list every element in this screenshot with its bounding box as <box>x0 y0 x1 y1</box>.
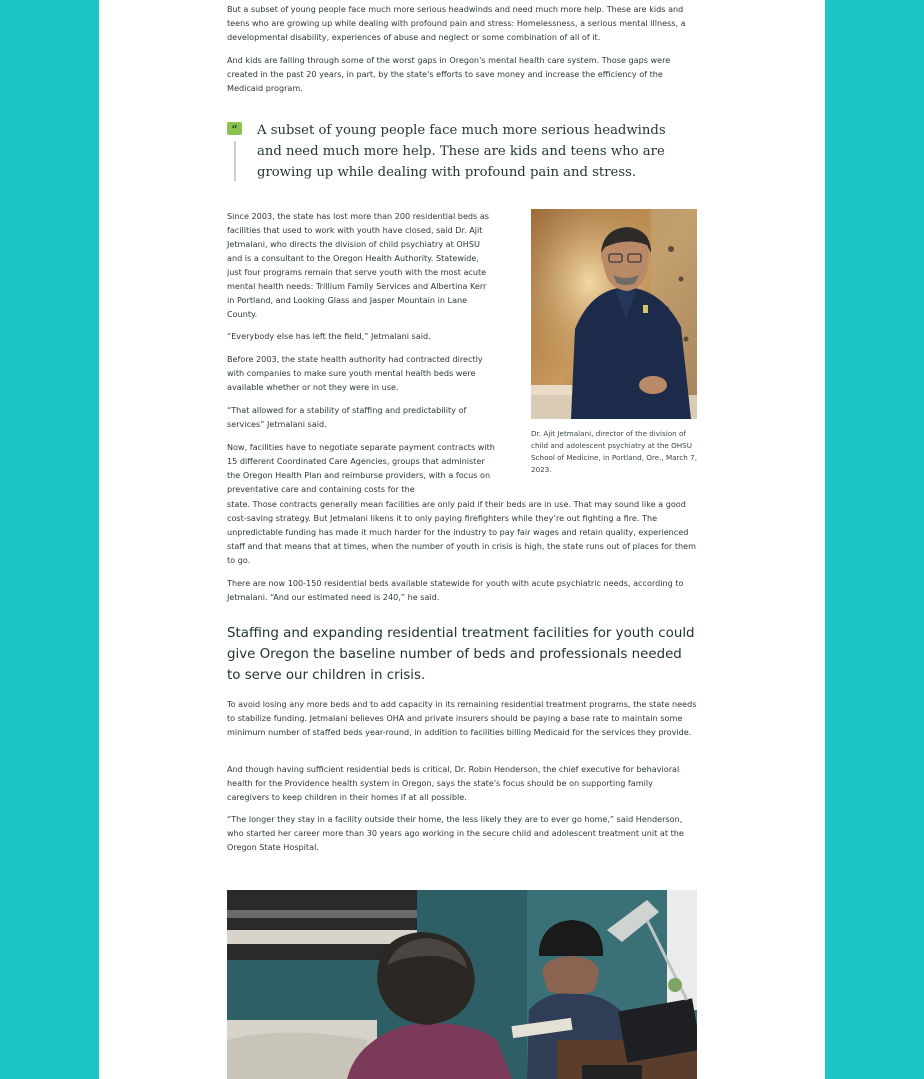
youth-room-photo <box>227 890 697 1079</box>
facilities-paragraph-start: Now, facilities have to negotiate separate payment contracts with 15 different Coordinated Care Agencies, groups that administer the Oregon Health Plan and reimburse providers, with a focus on preventative care and containing costs for the <box>227 442 495 494</box>
beds-available-paragraph: There are now 100-150 residential beds available statewide for youth with acute psychiatric needs, according to Jetmalani. “And our estimated need is 240,” he said. <box>227 578 684 602</box>
left-field-quote: “Everybody else has left the field,” Jetmalani said. <box>227 331 431 341</box>
quote-rule <box>234 141 236 181</box>
contracted-paragraph: Before 2003, the state health authority had contracted directly with companies to make sure youth mental health beds were available whether or not they were in use. <box>227 354 483 392</box>
jetmalani-photo <box>531 209 697 419</box>
stability-quote: “That allowed for a stability of staffing and predictability of services” Jetmalani said. <box>227 405 467 429</box>
intro-paragraph: But a subset of young people face much more serious headwinds and need much more help. These are kids and teens who are growing up while dealing with profound pain and stress: Homelessness, a serious mental illness, a developmental disability, experiences of abuse and neglect or some combination of all of it. <box>227 4 686 42</box>
youth-room-illustration <box>227 890 697 1079</box>
section-subheading: Staffing and expanding residential treatment facilities for youth could give Oregon the baseline number of beds and professionals needed to serve our children in crisis. <box>227 626 695 683</box>
gaps-paragraph: And kids are falling through some of the worst gaps in Oregon's mental health care system. Those gaps were created in the past 20 years, in part, by the state's efforts to save money and increase the efficiency of the Medicaid program. <box>227 55 671 93</box>
quote-icon: “ <box>227 122 242 135</box>
article-page <box>99 0 825 1079</box>
pull-quote-text: A subset of young people face much more serious headwinds and need much more help. These are kids and teens who are growing up while dealing with profound pain and stress. <box>257 123 666 180</box>
funding-paragraph: To avoid losing any more beds and to add capacity in its remaining residential treatment programs, the state needs to stabilize funding. Jetmalani believes OHA and private insurers should be paying a base rate to maintain some minimum number of staffed beds year-round, in addition to facilities billing Medicaid for the services they provide. <box>227 699 697 737</box>
photo-caption: Dr. Ajit Jetmalani, director of the division of child and adolescent psychiatry at the OHSU School of Medicine, in Portland, Ore., March 7, 2023. <box>531 429 697 474</box>
henderson-paragraph: And though having sufficient residential beds is critical, Dr. Robin Henderson, the chief executive for behavioral health for the Providence health system in Oregon, says the state's focus should be on supporting family caregivers to keep children in their homes if at all possible. <box>227 764 680 802</box>
portrait-illustration <box>531 209 697 419</box>
pull-quote <box>227 120 697 184</box>
facilities-paragraph-end: state. Those contracts generally mean facilities are only paid if their beds are in use. That may sound like a good cost-saving strategy. But Jetmalani likens it to only paying firefighters while they’re out fighting a fire. The unpredictable funding has made it much harder for the industry to pay fair wages and retain quality, experienced staff and that means that at times, when the number of youth in crisis is high, the state runs out of places for them to go. <box>227 499 696 565</box>
beds-lost-paragraph: Since 2003, the state has lost more than 200 residential beds as facilities that used to work with youth have closed, said Dr. Ajit Jetmalani, who directs the division of child psychiatry at OHSU and is a consultant to the Oregon Health Authority. Statewide, just four programs remain that serve youth with the most acute mental health needs: Trillium Family Services and Albertina Kerr in Portland, and Looking Glass and Jasper Mountain in Lane County. <box>227 211 490 319</box>
henderson-quote: “The longer they stay in a facility outside their home, the less likely they are to ever go home,” said Henderson, who started her career more than 30 years ago working in the secure child and adolescent treatment unit at the Oregon State Hospital. <box>227 814 684 852</box>
